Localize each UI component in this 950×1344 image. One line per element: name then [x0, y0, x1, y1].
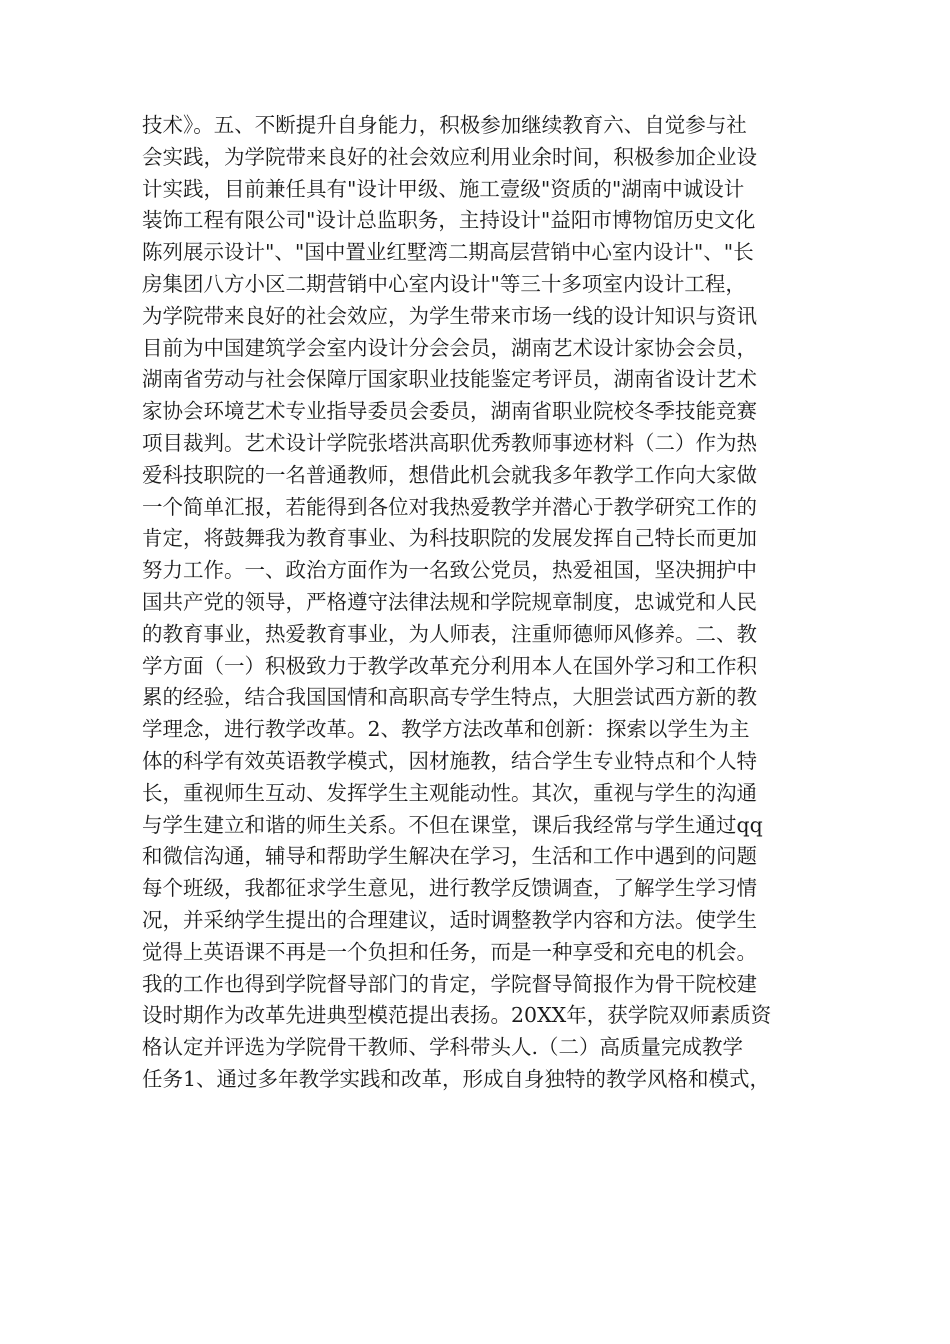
- text-line: 学方面（一）积极致力于教学改革充分利用本人在国外学习和工作积: [142, 653, 757, 678]
- text-line: 装饰工程有限公司"设计总监职务，主持设计"益阳市博物馆历史文化: [142, 208, 756, 233]
- text-line: 陈列展示设计"、"国中置业红墅湾二期高层营销中心室内设计"、"长: [142, 240, 754, 265]
- text-line: 爱科技职院的一名普通教师，想借此机会就我多年教学工作向大家做: [142, 462, 757, 487]
- text-line: 任务1、通过多年教学实践和改革，形成自身独特的教学风格和模式，: [142, 1066, 771, 1091]
- text-line: 为学院带来良好的社会效应，为学生带来市场一线的设计知识与资讯: [142, 303, 757, 328]
- text-line: 与学生建立和谐的师生关系。不但在课堂，课后我经常与学生通过qq: [142, 812, 763, 837]
- text-line: 努力工作。一、政治方面作为一名致公党员，热爱祖国，坚决拥护中: [142, 558, 757, 583]
- text-line: 长，重视师生互动、发挥学生主观能动性。其次，重视与学生的沟通: [142, 780, 757, 805]
- text-line: 累的经验，结合我国国情和高职高专学生特点，大胆尝试西方新的教: [142, 685, 757, 710]
- text-line: 学理念，进行教学改革。2、教学方法改革和创新：探索以学生为主: [142, 717, 750, 742]
- text-line: 和微信沟通，辅导和帮助学生解决在学习，生活和工作中遇到的问题: [142, 844, 757, 869]
- text-line: 房集团八方小区二期营销中心室内设计"等三十多项室内设计工程，: [142, 271, 746, 296]
- text-line: 的教育事业，热爱教育事业，为人师表，注重师德师风修养。二、教: [142, 621, 757, 646]
- text-line: 湖南省劳动与社会保障厅国家职业技能鉴定考评员，湖南省设计艺术: [142, 367, 757, 392]
- text-line: 体的科学有效英语教学模式，因材施教，结合学生专业特点和个人特: [142, 748, 757, 773]
- text-line: 一个简单汇报，若能得到各位对我热爱教学并潜心于教学研究工作的: [142, 494, 757, 519]
- text-line: 国共产党的领导，严格遵守法律法规和学院规章制度，忠诚党和人民: [142, 589, 757, 614]
- document-body-text: [142, 110, 832, 1096]
- text-line: 格认定并评选为学院骨干教师、学科带头人.（二）高质量完成教学: [142, 1035, 744, 1060]
- text-line: 每个班级，我都征求学生意见，进行教学反馈调查，了解学生学习情: [142, 876, 757, 901]
- text-line: 我的工作也得到学院督导部门的肯定，学院督导简报作为骨干院校建: [142, 971, 757, 996]
- text-line: 计实践，目前兼任具有"设计甲级、施工壹级"资质的"湖南中诚设计: [142, 176, 745, 201]
- text-line: 项目裁判。艺术设计学院张塔洪高职优秀教师事迹材料（二）作为热: [142, 430, 757, 455]
- text-line: 家协会环境艺术专业指导委员会委员，湖南省职业院校冬季技能竞赛: [142, 399, 757, 424]
- text-line: 目前为中国建筑学会室内设计分会会员，湖南艺术设计家协会会员，: [142, 335, 757, 360]
- text-line: 况，并采纳学生提出的合理建议，适时调整教学内容和方法。使学生: [142, 907, 757, 932]
- text-line: 会实践，为学院带来良好的社会效应利用业余时间，积极参加企业设: [142, 144, 757, 169]
- text-line: 肯定，将鼓舞我为教育事业、为科技职院的发展发挥自己特长而更加: [142, 526, 757, 551]
- text-line: 设时期作为改革先进典型模范提出表扬。20XX年，获学院双师素质资: [142, 1003, 772, 1028]
- text-line: 技术》。五、不断提升自身能力，积极参加继续教育六、自觉参与社: [142, 113, 747, 137]
- text-line: 觉得上英语课不再是一个负担和任务，而是一种享受和充电的机会。: [142, 939, 757, 964]
